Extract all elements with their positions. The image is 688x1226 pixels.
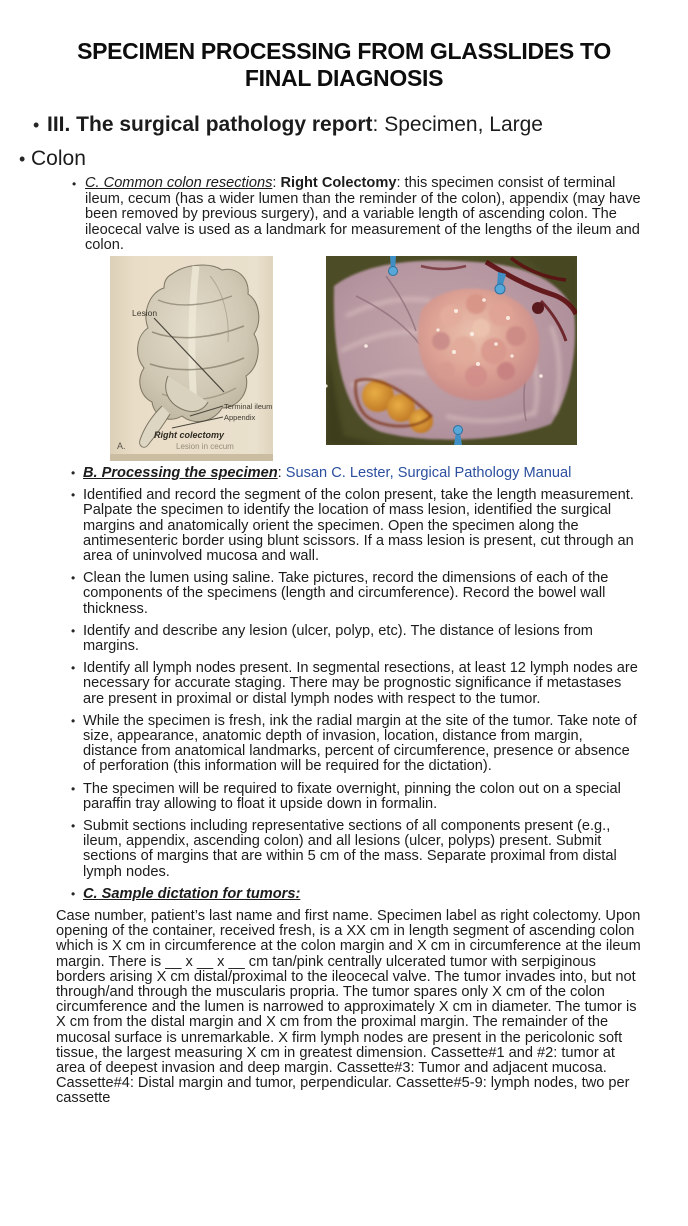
title-line-2: FINAL DIAGNOSIS (244, 65, 444, 91)
list-item-text: Submit sections including representative sections of all components present (e.g., ileum, appendix, ascending colon) and all lesions (ulcer, polyps) present. Submit sections of margins that are within 5 cm of the mass. Separate proximal from distal lymph nodes. (83, 818, 617, 880)
right-colectomy-label: Right Colectomy (280, 175, 397, 191)
list-item-text: Identify and describe any lesion (ulcer, polyp, etc). The distance of lesions from margins. (83, 622, 593, 654)
bullet-dot: • (33, 115, 40, 135)
section-c-label: C. Common colon resections (85, 175, 273, 191)
list-item (71, 487, 640, 564)
bullet-dot: • (71, 623, 76, 638)
list-item (71, 622, 640, 654)
separator: : (277, 464, 286, 481)
processing-list (71, 464, 640, 902)
appendix-label: Appendix (224, 412, 256, 422)
list-item (71, 712, 640, 775)
terminal-ileum-label: Terminal ileum (224, 401, 273, 411)
section-c-common-colon-resections (72, 175, 641, 254)
bullet-colon-text: Colon (31, 147, 86, 170)
list-item (71, 780, 640, 812)
section-c-body: : this specimen consist of terminal ileum, cecum (has a wider lumen than the reminder of the colon), appendix (may have been removed by previous surgery), and a variable length of ascending colon. The ileocecal valve is used as a landmark for measurement of the lengths of the ileum and colon. (85, 175, 641, 254)
bullet-iii-rest-text: : Specimen, Large (372, 113, 543, 136)
bullet-dot: • (71, 713, 76, 728)
list-item (71, 570, 640, 617)
title-line-1: SPECIMEN PROCESSING FROM GLASSLIDES TO (77, 38, 611, 64)
list-item (71, 818, 640, 880)
bullet-dot: • (71, 571, 76, 586)
diagram-caption: Right colectomy (154, 429, 225, 440)
bullet-dot: • (71, 819, 76, 834)
section-c2-heading (71, 885, 640, 902)
slide (0, 38, 688, 1226)
bullet-dot: • (71, 488, 76, 503)
list-item-text: Identify all lymph nodes present. In segmental resections, at least 12 lymph nodes are necessary for accurate staging. There may be prognostic significance if metastases are present in proximal or distal lymph nodes with respect to the tumor. (83, 660, 638, 707)
bullet-dot: • (19, 149, 26, 169)
reference-citation: Susan C. Lester, Surgical Pathology Manual (285, 464, 572, 481)
section-b-label: B. Processing the specimen (83, 464, 278, 481)
diagram-paper-edge (110, 454, 273, 461)
page-title (24, 38, 664, 92)
diagram-panel-letter: A. (117, 440, 126, 451)
sample-dictation-paragraph: Case number, patient’s last name and first name. Specimen label as right colectomy. Upon opening of the container, received fresh, is a XX cm in length segment of ascending colon which is X cm in circumference at the colon margin and X cm in circumference at the ileum margin. There is __ x __ x __ cm tan/pink centrally ulcerated tumor with serpiginous borders arising X cm distal/proximal to the ileocecal valve. The tumor invades into, but not through/and through the muscularis propria. The tumor spares only X cm of the colon circumference and the lumen is narrowed to approximately X cm in diameter. The tumor is X cm from the distal margin and X cm from the proximal margin. The remainder of the mucosal surface is unremarkable. X firm lymph nodes are present in the pericolonic soft tissue, the largest measuring X cm in greatest dimension. Cassette#1 and #2: tumor at area of deepest invasion and deep margin. Cassette#3: Tumor and adjacent mucosa. Cassette#4: Distal margin and tumor, perpendicular. Cassette#5-9: lymph nodes, two per cassette (56, 908, 641, 1107)
lesion-label: Lesion (132, 307, 158, 318)
blood-clot (532, 302, 544, 314)
figure-row (0, 256, 688, 462)
list-item (71, 660, 640, 707)
list-item-text: Clean the lumen using saline. Take pictures, record the dimensions of each of the components of the specimens (length and circumference). Record the bowel wall thickness. (83, 570, 609, 617)
bullet-dot: • (71, 661, 76, 676)
list-item-text: The specimen will be required to fixate overnight, pinning the colon out on a special paraffin tray allowing to float it upside down in formalin. (83, 780, 621, 812)
bullet-dot: • (71, 465, 76, 480)
diagram-subcaption: Lesion in cecum (176, 441, 234, 451)
bullet-surgical-pathology-report (33, 110, 688, 140)
right-colectomy-diagram (110, 256, 273, 461)
bullet-dot: • (71, 886, 76, 901)
section-c2-label: C. Sample dictation for tumors: (83, 885, 301, 902)
list-item-text: Identified and record the segment of the colon present, take the length measurement. Palpate the specimen to identify the location of mass lesion, identified the surgical margins and anatomically orient the specimen. Open the specimen along the antimesenteric border using blunt scissors. If a mass lesion is present, cut through an area of uninvolved mucosa and wall. (83, 487, 634, 564)
bullet-dot: • (72, 177, 77, 191)
colon-specimen-photo (326, 256, 577, 445)
list-item-text: While the specimen is fresh, ink the radial margin at the site of the tumor. Take note of size, appearance, anatomic depth of invasion, location, distance from margin, distance from anatomical landmarks, percent of circumference, presence or absence of perforation (this information will be required for the dictation). (83, 712, 637, 775)
bullet-dot: • (71, 781, 76, 796)
separator: : (272, 175, 281, 191)
bullet-iii-bold-text: III. The surgical pathology report (47, 113, 373, 136)
section-b-heading (71, 464, 640, 481)
bullet-colon (19, 144, 688, 174)
